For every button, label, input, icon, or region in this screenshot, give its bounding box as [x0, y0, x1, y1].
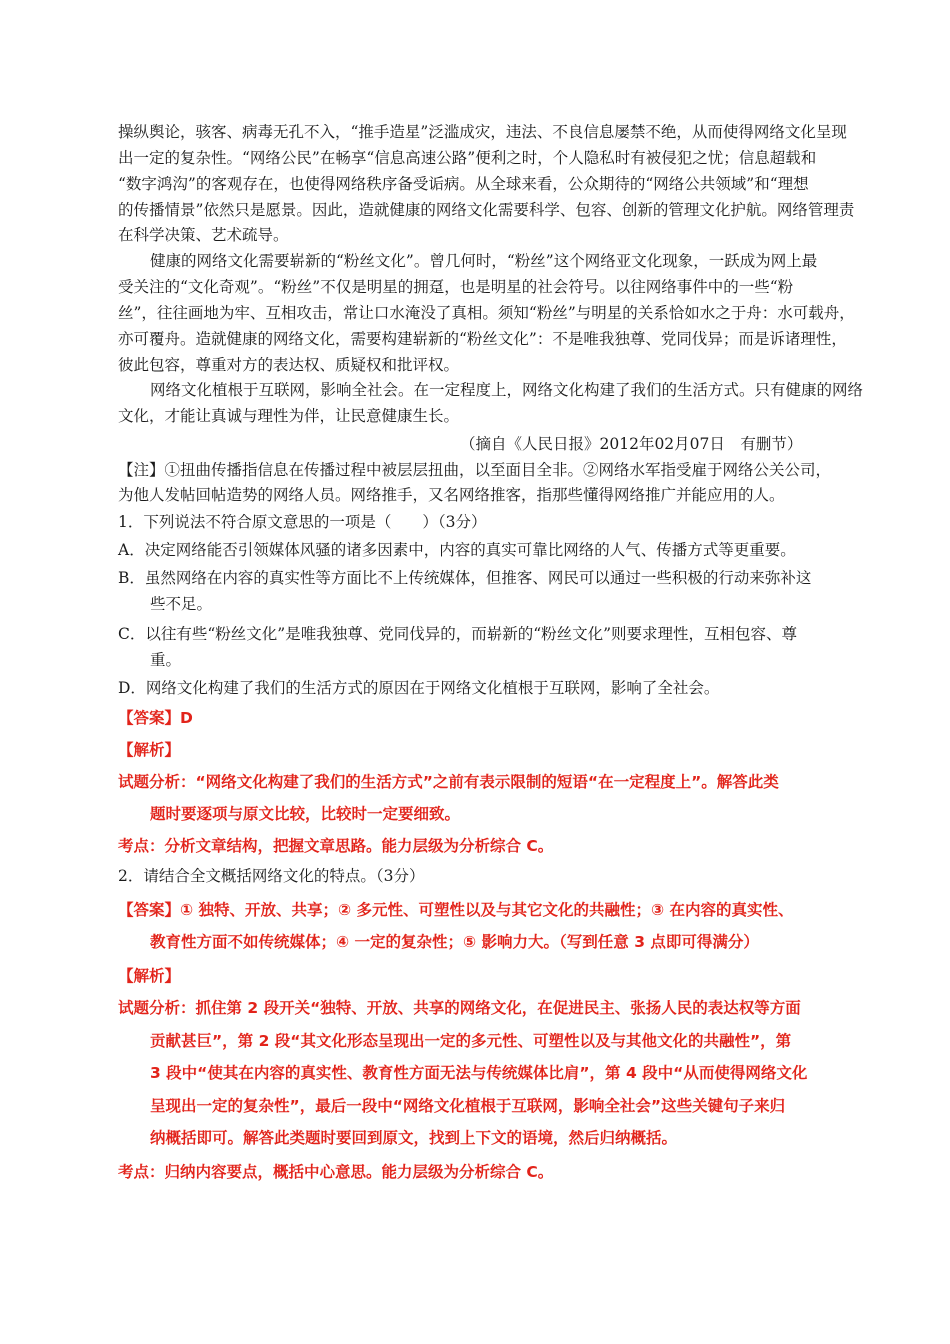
question-2-analysis-line-2: 贡献甚巨”，第 2 段“其文化形态呈现出一定的多元性、可塑性以及与其他文化的共融性”，第: [150, 1032, 792, 1050]
passage-line-2: 出一定的复杂性。“网络公民”在畅享“信息高速公路”便利之时，个人隐私时有被侵犯之忧；信息超载和: [118, 149, 817, 167]
passage-line-9: 亦可覆舟。造就健康的网络文化，需要构建崭新的“粉丝文化”：不是唯我独尊、党同伐异；而是诉诸理性，: [118, 330, 847, 348]
question-1-option-a: A．决定网络能否引领媒体风骚的诸多因素中，内容的真实可靠比网络的人气、传播方式等更重要。: [118, 541, 796, 559]
passage-line-6: 健康的网络文化需要崭新的“粉丝文化”。曾几何时，“粉丝”这个网络亚文化现象，一跃成为网上最: [150, 252, 818, 270]
passage-line-7: 受关注的“文化奇观”。“粉丝”不仅是明星的拥趸，也是明星的社会符号。以往网络事件中的一些“粉: [118, 278, 794, 296]
question-2-answer-line-1: 【答案】① 独特、开放、共享；② 多元性、可塑性以及与其它文化的共融性；③ 在内容的真实性、: [118, 901, 794, 919]
question-1-analysis-line-1: 试题分析：“网络文化构建了我们的生活方式”之前有表示限制的短语“在一定程度上”。解答此类: [118, 773, 779, 791]
question-2-analysis-line-3: 3 段中“使其在内容的真实性、教育性方面无法与传统媒体比肩”，第 4 段中“从而使得网络文化: [150, 1064, 808, 1082]
passage-line-8: 丝”，往往画地为牢、互相攻击，常让口水淹没了真相。须知“粉丝”与明星的关系恰如水之于舟：水可载舟，: [118, 304, 855, 322]
question-1-point: 考点：分析文章结构，把握文章思路。能力层级为分析综合 C。: [118, 837, 554, 855]
question-1-option-c-cont: 重。: [150, 651, 182, 669]
question-1-option-b-cont: 些不足。: [150, 595, 213, 613]
question-1-analysis-line-2: 题时要逐项与原文比较，比较时一定要细致。: [150, 805, 461, 823]
question-1-option-d: D．网络文化构建了我们的生活方式的原因在于网络文化植根于互联网，影响了全社会。: [118, 679, 720, 697]
question-2-analysis-line-4: 呈现出一定的复杂性”，最后一段中“网络文化植根于互联网，影响全社会”这些关键句子来归: [150, 1097, 786, 1115]
passage-line-12: 文化，才能让真诚与理性为伴，让民意健康生长。: [118, 407, 460, 425]
question-2-analysis-label: 【解析】: [118, 967, 181, 985]
question-1-option-c: C．以往有些“粉丝文化”是唯我独尊、党同伐异的，而崭新的“粉丝文化”则要求理性，互相包容、尊: [118, 625, 798, 643]
note-line-1: 【注】①扭曲传播指信息在传播过程中被层层扭曲，以至面目全非。②网络水军指受雇于网络公关公司，: [118, 461, 832, 479]
question-2-point: 考点：归纳内容要点，概括中心意思。能力层级为分析综合 C。: [118, 1163, 554, 1181]
question-2-analysis-line-5: 纳概括即可。解答此类题时要回到原文，找到上下文的语境，然后归纳概括。: [150, 1129, 678, 1147]
question-2-analysis-line-1: 试题分析：抓住第 2 段开关“独特、开放、共享的网络文化，在促进民主、张扬人民的表达权等方面: [118, 999, 801, 1017]
passage-line-5: 在科学决策、艺术疏导。: [118, 226, 289, 244]
question-1-option-b: B．虽然网络在内容的真实性等方面比不上传统媒体，但推客、网民可以通过一些积极的行动来弥补这: [118, 569, 812, 587]
passage-line-1: 操纵舆论，骇客、病毒无孔不入，“推手造星”泛滥成灾，违法、不良信息屡禁不绝，从而使得网络文化呈现: [118, 123, 847, 141]
passage-line-4: 的传播情景”依然只是愿景。因此，造就健康的网络文化需要科学、包容、创新的管理文化护航。网络管理责: [118, 201, 855, 219]
question-2-stem: 2．请结合全文概括网络文化的特点。（3分）: [118, 867, 425, 885]
passage-line-11: 网络文化植根于互联网，影响全社会。在一定程度上，网络文化构建了我们的生活方式。只有健康的网络: [150, 381, 864, 399]
question-1-answer: 【答案】D: [118, 709, 193, 727]
question-1-stem: 1．下列说法不符合原文意思的一项是（ ）（3分）: [118, 513, 487, 531]
question-2-answer-line-2: 教育性方面不如传统媒体；④ 一定的复杂性；⑤ 影响力大。（写到任意 3 点即可得满分）: [150, 933, 759, 951]
passage-line-10: 彼此包容，尊重对方的表达权、质疑权和批评权。: [118, 356, 460, 374]
question-1-analysis-label: 【解析】: [118, 741, 181, 759]
note-line-2: 为他人发帖回帖造势的网络人员。网络推手，又名网络推客，指那些懂得网络推广并能应用的人。: [118, 486, 785, 504]
source-citation: （摘自《人民日报》2012年02月07日 有删节）: [460, 435, 803, 453]
passage-line-3: “数字鸿沟”的客观存在，也使得网络秩序备受诟病。从全球来看，公众期待的“网络公共领域”和“理想: [118, 175, 809, 193]
